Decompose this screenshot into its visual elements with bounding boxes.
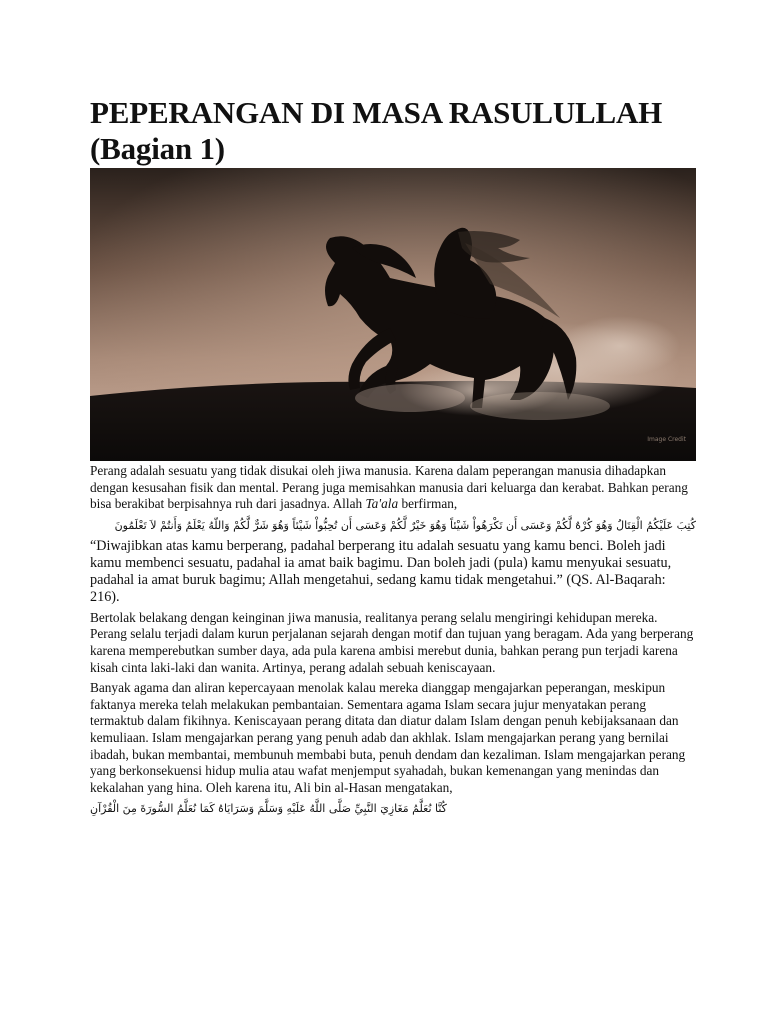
image-watermark: Image Credit — [647, 436, 686, 443]
paragraph-2: Bertolak belakang dengan keinginan jiwa manusia, realitanya perang selalu mengiringi kehidupan mereka. Perang selalu terjadi dalam kurun perjalanan sejarah dengan motif dan tujuan yang beragam. Ada yang berperang karena memperebutkan sumber daya, ada pula karena ambisi merebut dunia, bahkan perang pun terjadi karena kisah cinta laki-laki dan wanita. Artinya, perang adalah sebuah keniscayaan. — [90, 609, 694, 675]
italic-term: Ta'ala — [365, 496, 399, 512]
title-line-1: PEPERANGAN DI MASA RASULULLAH — [90, 95, 663, 130]
paragraph-intro: Perang adalah sesuatu yang tidak disukai oleh jiwa manusia. Karena dalam peperangan manusia dihadapkan dengan kesusahan fisik dan mental. Perang juga memisahkan manusia dari keluarga dan kerabat. Bahkan perang bisa berakibat berpisahnya ruh dari jasadnya. Allah Ta'ala berfirman, — [90, 463, 688, 512]
article-body — [90, 463, 696, 821]
title-line-2: (Bagian 1) — [90, 131, 225, 166]
arabic-verse-1: كُتِبَ عَلَيْكُمُ الْقِتَالُ وَهُوَ كُرْهٌ لَّكُمْ وَعَسَى أَن تَكْرَهُواْ شَيْئاً وَهُوَ خَيْرٌ لَّكُمْ وَعَسَى أَن تُحِبُّواْ شَيْئاً وَهُوَ شَرٌّ لَّكُمْ وَاللّهُ يَعْلَمُ وَأَنتُمْ لاَ تَعْلَمُونَ — [114, 518, 696, 532]
arabic-quote-2: كُنَّا نُعَلَّمُ مَغَازِيَ النَّبِيِّ صَلَّى اللَّهُ عَلَيْهِ وَسَلَّمَ وَسَرَايَاهُ كَمَا نُعَلَّمُ السُّورَةَ مِنَ الْقُرْآنِ — [90, 802, 447, 816]
paragraph-3: Banyak agama dan aliran kepercayaan menolak kalau mereka dianggap mengajarkan peperangan, meskipun faktanya mereka telah melakukan pembantaian. Sementara agama Islam secara jujur menyatakan perang termaktub dalam fikihnya. Keniscayaan perang ditata dan diatur dalam Islam dengan penuh kebijaksanaan dan kemuliaan. Islam mengajarkan perang yang penuh adab dan akhlak. Islam mengajarkan perang yang bernilai ibadah, bukan membantai, membunuh membabi buta, penuh dendam dan kezaliman. Islam mengajarkan perang yang berkonsekuensi hidup mulia atau wafat menjemput syahadah, bukan kemenangan yang menindas dan kekalahan yang hina. Oleh karena itu, Ali bin al-Hasan mengatakan, — [90, 680, 686, 795]
horse-rider-silhouette-icon — [90, 168, 696, 461]
quote-translation: “Diwajibkan atas kamu berperang, padahal berperang itu adalah sesuatu yang kamu benci. Boleh jadi kamu membenci sesuatu, padahal ia amat baik bagimu. Dan boleh jadi (pula) kamu menyukai sesuatu, padahal ia amat buruk bagimu; Allah mengetahui, sedang kamu tidak mengetahui.” (QS. Al-Baqarah: 216). — [90, 537, 672, 605]
hero-image — [90, 168, 696, 461]
page-title — [90, 95, 696, 167]
